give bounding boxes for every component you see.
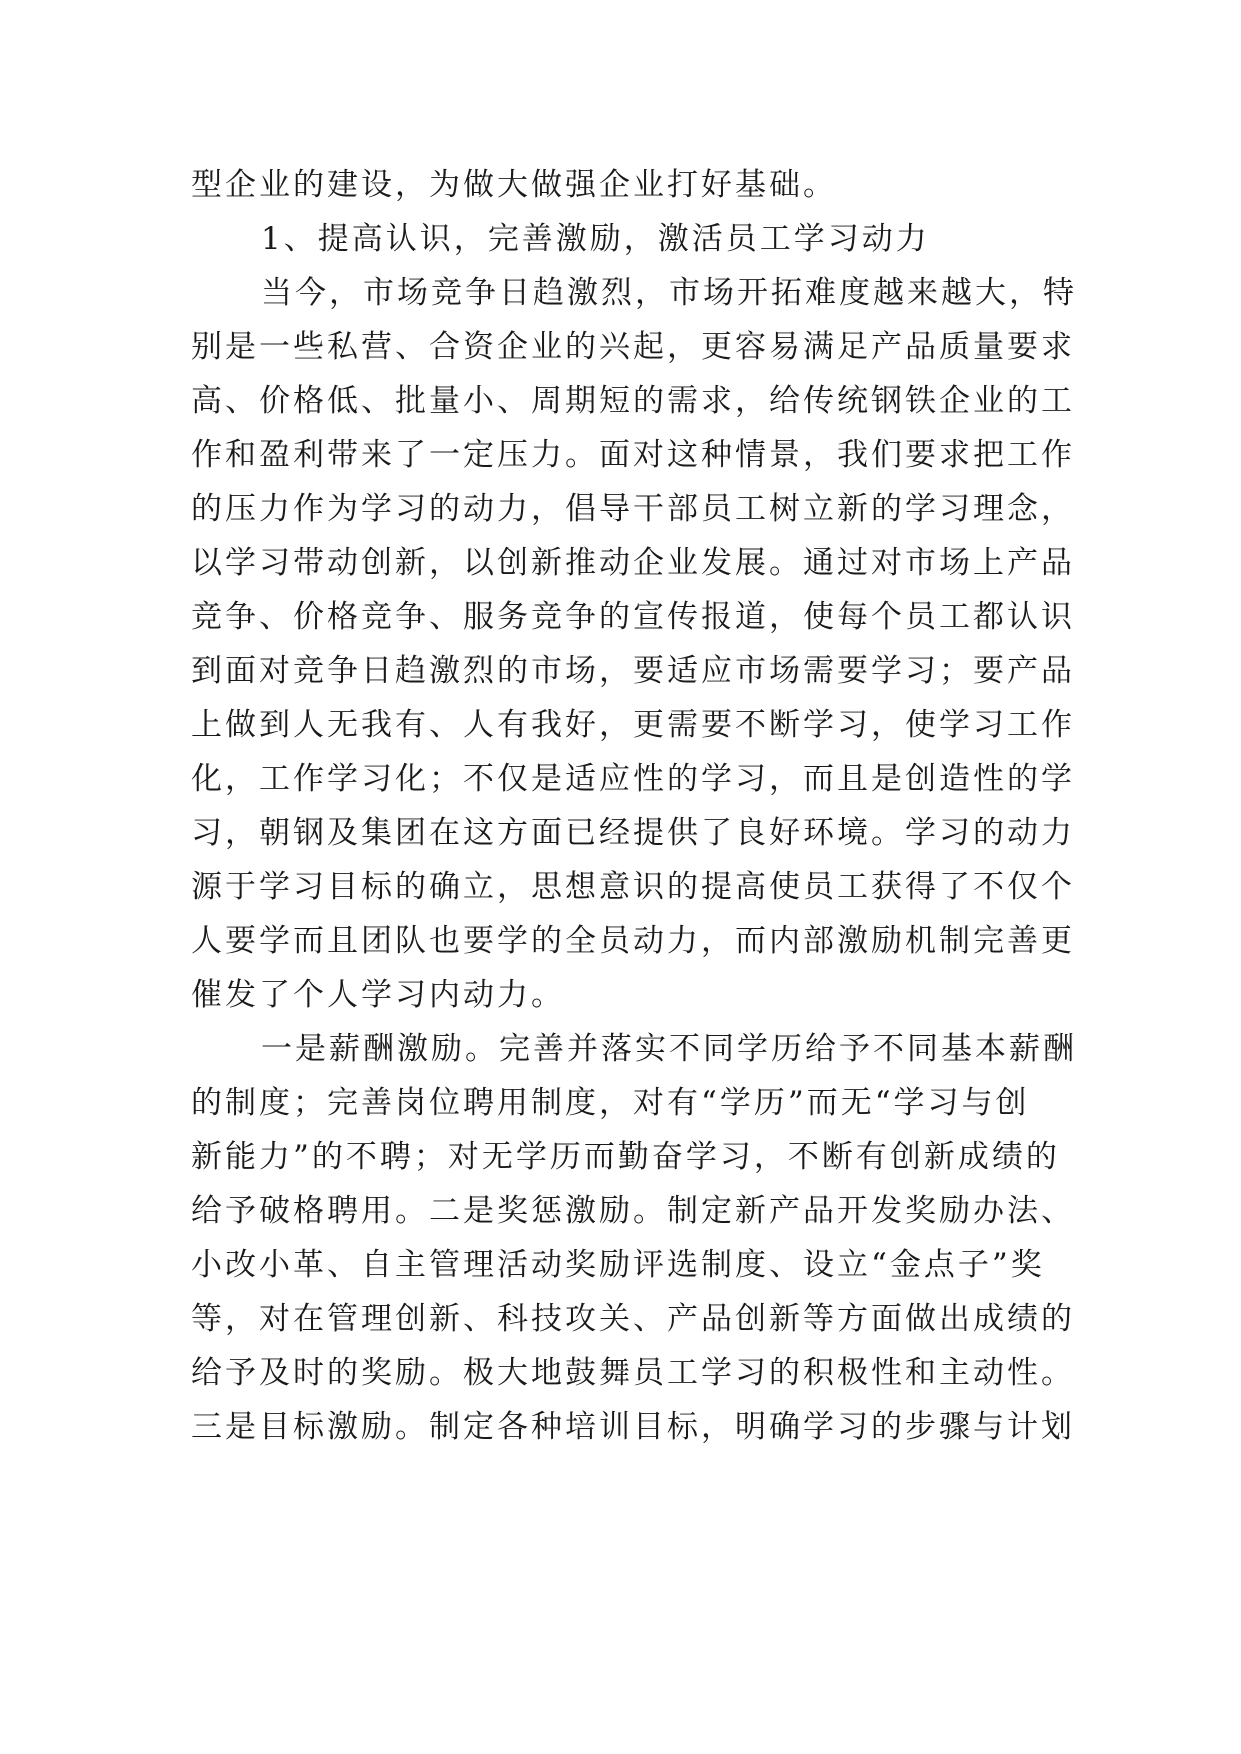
paragraph-line: 型企业的建设，为做大做强企业打好基础。 [191, 167, 837, 203]
paragraph-line: 上做到人无我有、人有我好，更需要不断学习，使学习工作 [191, 707, 1075, 743]
paragraph-line: 作和盈利带来了一定压力。面对这种情景，我们要求把工作 [191, 437, 1075, 473]
paragraph-line: 高、价格低、批量小、周期短的需求，给传统钢铁企业的工 [191, 383, 1075, 419]
paragraph-line: 给予破格聘用。二是奖惩激励。制定新产品开发奖励办法、 [191, 1193, 1075, 1229]
paragraph-line: 化，工作学习化；不仅是适应性的学习，而且是创造性的学 [191, 761, 1075, 797]
paragraph-line: 到面对竞争日趋激烈的市场，要适应市场需要学习；要产品 [191, 653, 1075, 689]
paragraph-line: 当今，市场竞争日趋激烈，市场开拓难度越来越大，特 [261, 275, 1077, 311]
paragraph-line: 习，朝钢及集团在这方面已经提供了良好环境。学习的动力 [191, 815, 1075, 851]
paragraph-line: 别是一些私营、合资企业的兴起，更容易满足产品质量要求 [191, 329, 1075, 365]
section-heading: 1、提高认识，完善激励，激活员工学习动力 [261, 221, 930, 257]
paragraph-line: 给予及时的奖励。极大地鼓舞员工学习的积极性和主动性。 [191, 1355, 1075, 1391]
paragraph-line: 小改小革、自主管理活动奖励评选制度、设立“金点子”奖 [191, 1247, 1045, 1283]
paragraph-line: 竞争、价格竞争、服务竞争的宣传报道，使每个员工都认识 [191, 599, 1075, 635]
paragraph-line: 三是目标激励。制定各种培训目标，明确学习的步骤与计划 [191, 1409, 1075, 1445]
document-body [191, 158, 1077, 1454]
paragraph-line: 催发了个人学习内动力。 [191, 977, 565, 1013]
paragraph-line: 的压力作为学习的动力，倡导干部员工树立新的学习理念， [191, 491, 1075, 527]
paragraph-line: 人要学而且团队也要学的全员动力，而内部激励机制完善更 [191, 923, 1075, 959]
paragraph-line: 源于学习目标的确立，思想意识的提高使员工获得了不仅个 [191, 869, 1075, 905]
paragraph-line: 等，对在管理创新、科技攻关、产品创新等方面做出成绩的 [191, 1301, 1075, 1337]
paragraph-line: 的制度；完善岗位聘用制度，对有“学历”而无“学习与创 [191, 1085, 1030, 1121]
paragraph-line: 一是薪酬激励。完善并落实不同学历给予不同基本薪酬 [261, 1031, 1077, 1067]
paragraph-line: 新能力”的不聘；对无学历而勤奋学习，不断有创新成绩的 [191, 1139, 1060, 1175]
paragraph-line: 以学习带动创新，以创新推动企业发展。通过对市场上产品 [191, 545, 1075, 581]
